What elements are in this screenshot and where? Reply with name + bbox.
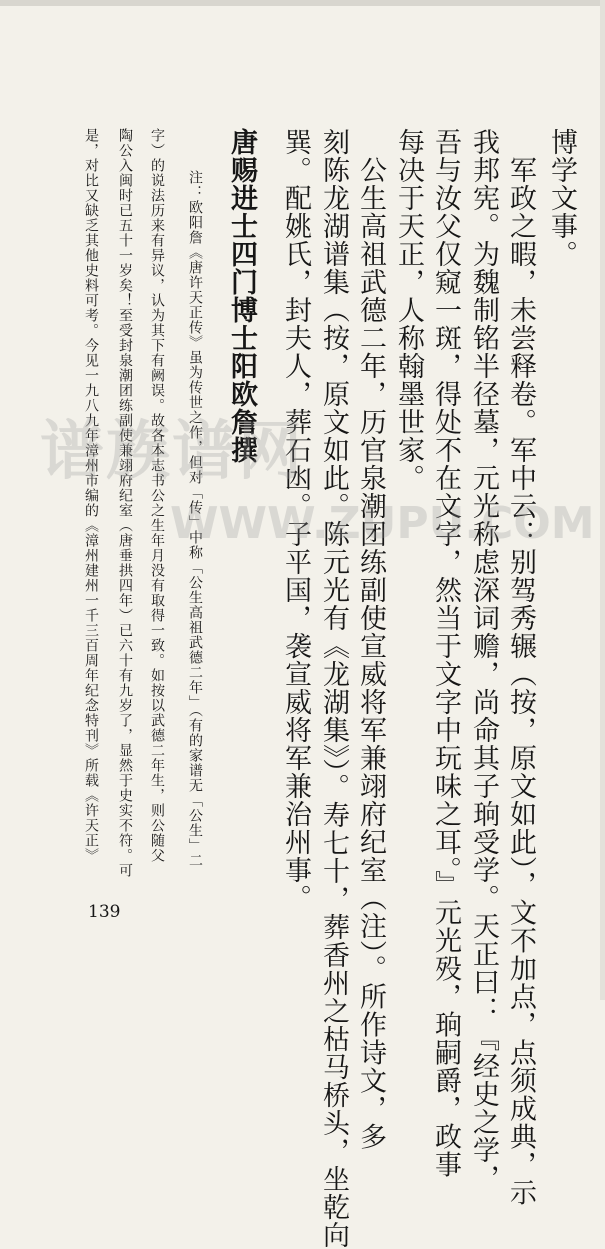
text-column: 军政之暇，未尝释卷。军中云：别驾秀辗（按，原文如此），文不加点，点须成典，示 [505,128,536,1207]
text-column: 巽。配姚氏，封夫人，葬石凼。子平国，袭宣威将军兼治州事。 [280,128,311,912]
scan-edge [600,0,605,1000]
scan-edge [0,0,605,6]
text-column: 刻陈龙湖谱集（按，原文如此。陈元光有《龙湖集》）。寿七十，葬香州之枯马桥头，坐乾向 [318,128,349,1249]
text-column: 我邦宪。为魏制铭半径墓，元光称虑深词赡，尚命其子珦受学。天正曰：『经史之学， [468,128,499,1192]
text-column: 每决于天正，人称翰墨世家。 [393,128,424,492]
watermark: 谱族谱网 [40,415,304,489]
text-column: 公生高祖武德二年，历官泉潮团练副使宣威将军兼翊府纪室（注）。所作诗文，多 [355,128,386,1151]
watermark-url: WWW.ZUPU.COM [170,498,595,549]
author-heading: 唐赐进士四门博士阳欧詹撰 [226,128,257,464]
note-column: 是，对比又缺乏其他史料可考。今见一九八九年漳州市编的《漳州建州一千三百周年纪念特刊》所载《许天正》 [83,128,99,863]
note-column: 陶公入闽时已五十一岁矣！至受封泉潮团练副使兼翊府纪室（唐垂拱四年）已六十有九岁了，显然于史实不符。可 [117,128,133,878]
page-number: 139 [88,902,121,922]
note-column: 注：欧阳詹《唐许天正传》虽为传世之作，但对「传」中称「公生高祖武德二年」（有的家谱无「公生」二 [187,155,203,868]
text-column: 博学文事。 [546,128,577,268]
note-column: 字）的说法历来有异议，认为其下有阙误。故各本志书公之生年月没有取得一致。如按以武德二年生，则公随父 [149,128,165,863]
text-column: 吾与汝父仅窥一斑，得处不在文字，然当于文字中玩味之耳。』元光殁，珦嗣爵，政事 [430,128,461,1179]
